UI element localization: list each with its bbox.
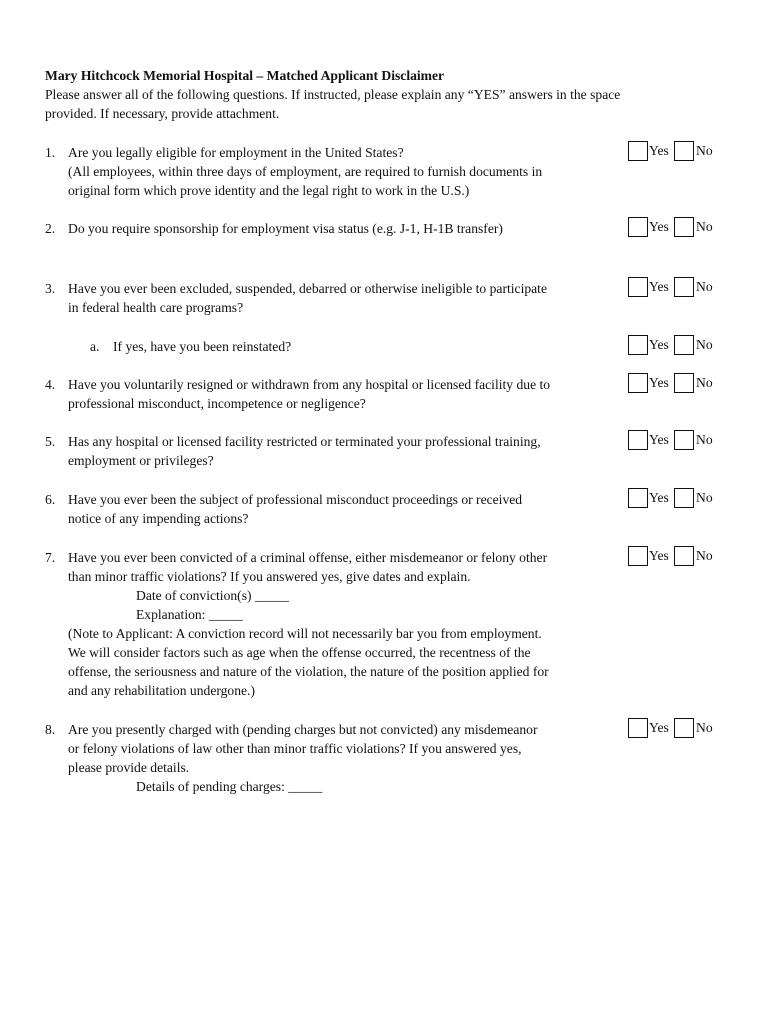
question-7-explanation-field[interactable]: Explanation: _____ [136, 607, 243, 622]
question-2-no-checkbox[interactable] [674, 217, 694, 237]
no-label: No [696, 720, 713, 735]
question-6-text: notice of any impending actions? [68, 511, 249, 526]
question-2-number: 2. [45, 221, 56, 236]
question-5-yes-checkbox[interactable] [628, 430, 648, 450]
question-4-yes-checkbox[interactable] [628, 373, 648, 393]
question-6-yes-checkbox[interactable] [628, 488, 648, 508]
question-3a-number: a. [90, 339, 100, 354]
question-1-note: (All employees, within three days of employment, are required to furnish documents in [68, 164, 543, 179]
question-5-number: 5. [45, 434, 56, 449]
question-6-no-checkbox[interactable] [674, 488, 694, 508]
yes-label: Yes [649, 720, 669, 735]
question-8-text: Are you presently charged with (pending charges but not convicted) any misdemeanor [68, 722, 538, 737]
no-label: No [696, 337, 713, 352]
yes-label: Yes [649, 490, 669, 505]
question-1-no-checkbox[interactable] [674, 141, 694, 161]
yes-label: Yes [649, 548, 669, 563]
question-2-text: Do you require sponsorship for employment visa status (e.g. J-1, H-1B transfer) [68, 221, 503, 236]
question-3-text: in federal health care programs? [68, 300, 244, 315]
question-5-text: Has any hospital or licensed facility restricted or terminated your professional training, [68, 434, 541, 449]
question-7-yes-checkbox[interactable] [628, 546, 648, 566]
yes-label: Yes [649, 432, 669, 447]
question-1-note: original form which prove identity and the legal right to work in the U.S.) [68, 183, 470, 198]
question-8-text: or felony violations of law other than minor traffic violations? If you answered yes, [68, 741, 522, 756]
question-5-no-checkbox[interactable] [674, 430, 694, 450]
question-4-no-checkbox[interactable] [674, 373, 694, 393]
question-5-text: employment or privileges? [68, 453, 214, 468]
question-3a-no-checkbox[interactable] [674, 335, 694, 355]
question-7-note: offense, the seriousness and nature of the violation, the nature of the position applied for [68, 664, 549, 679]
question-7-no-checkbox[interactable] [674, 546, 694, 566]
question-7-date-field[interactable]: Date of conviction(s) _____ [136, 588, 289, 603]
intro-line-2: provided. If necessary, provide attachment. [45, 106, 280, 121]
yes-label: Yes [649, 279, 669, 294]
no-label: No [696, 143, 713, 158]
question-8-yes-checkbox[interactable] [628, 718, 648, 738]
no-label: No [696, 548, 713, 563]
question-1-yes-checkbox[interactable] [628, 141, 648, 161]
no-label: No [696, 375, 713, 390]
question-8-text: please provide details. [68, 760, 190, 775]
question-3-number: 3. [45, 281, 56, 296]
question-8-details-field[interactable]: Details of pending charges: _____ [136, 779, 323, 794]
question-4-text: Have you voluntarily resigned or withdrawn from any hospital or licensed facility due to [68, 377, 551, 392]
yes-label: Yes [649, 337, 669, 352]
question-7-note: and any rehabilitation undergone.) [68, 683, 255, 698]
question-7-note: (Note to Applicant: A conviction record will not necessarily bar you from employment. [68, 626, 542, 641]
no-label: No [696, 279, 713, 294]
question-6-number: 6. [45, 492, 56, 507]
question-8-no-checkbox[interactable] [674, 718, 694, 738]
question-1-number: 1. [45, 145, 56, 160]
yes-label: Yes [649, 143, 669, 158]
question-3a-text: If yes, have you been reinstated? [113, 339, 292, 354]
question-3a-yes-checkbox[interactable] [628, 335, 648, 355]
no-label: No [696, 219, 713, 234]
form-title: Mary Hitchcock Memorial Hospital – Matched Applicant Disclaimer [45, 68, 445, 83]
question-7-note: We will consider factors such as age when the offense occurred, the recentness of the [68, 645, 531, 660]
question-7-number: 7. [45, 550, 56, 565]
question-7-text: Have you ever been convicted of a criminal offense, either misdemeanor or felony other [68, 550, 548, 565]
yes-label: Yes [649, 219, 669, 234]
question-3-no-checkbox[interactable] [674, 277, 694, 297]
yes-label: Yes [649, 375, 669, 390]
no-label: No [696, 490, 713, 505]
question-3-text: Have you ever been excluded, suspended, debarred or otherwise ineligible to participate [68, 281, 547, 296]
question-8-number: 8. [45, 722, 56, 737]
question-4-text: professional misconduct, incompetence or negligence? [68, 396, 366, 411]
question-4-number: 4. [45, 377, 56, 392]
question-3-yes-checkbox[interactable] [628, 277, 648, 297]
question-6-text: Have you ever been the subject of professional misconduct proceedings or received [68, 492, 523, 507]
no-label: No [696, 432, 713, 447]
question-2-yes-checkbox[interactable] [628, 217, 648, 237]
intro-line-1: Please answer all of the following questions. If instructed, please explain any “YES” answers in the space [45, 87, 621, 102]
question-7-text: than minor traffic violations? If you answered yes, give dates and explain. [68, 569, 471, 584]
question-1-text: Are you legally eligible for employment in the United States? [68, 145, 404, 160]
